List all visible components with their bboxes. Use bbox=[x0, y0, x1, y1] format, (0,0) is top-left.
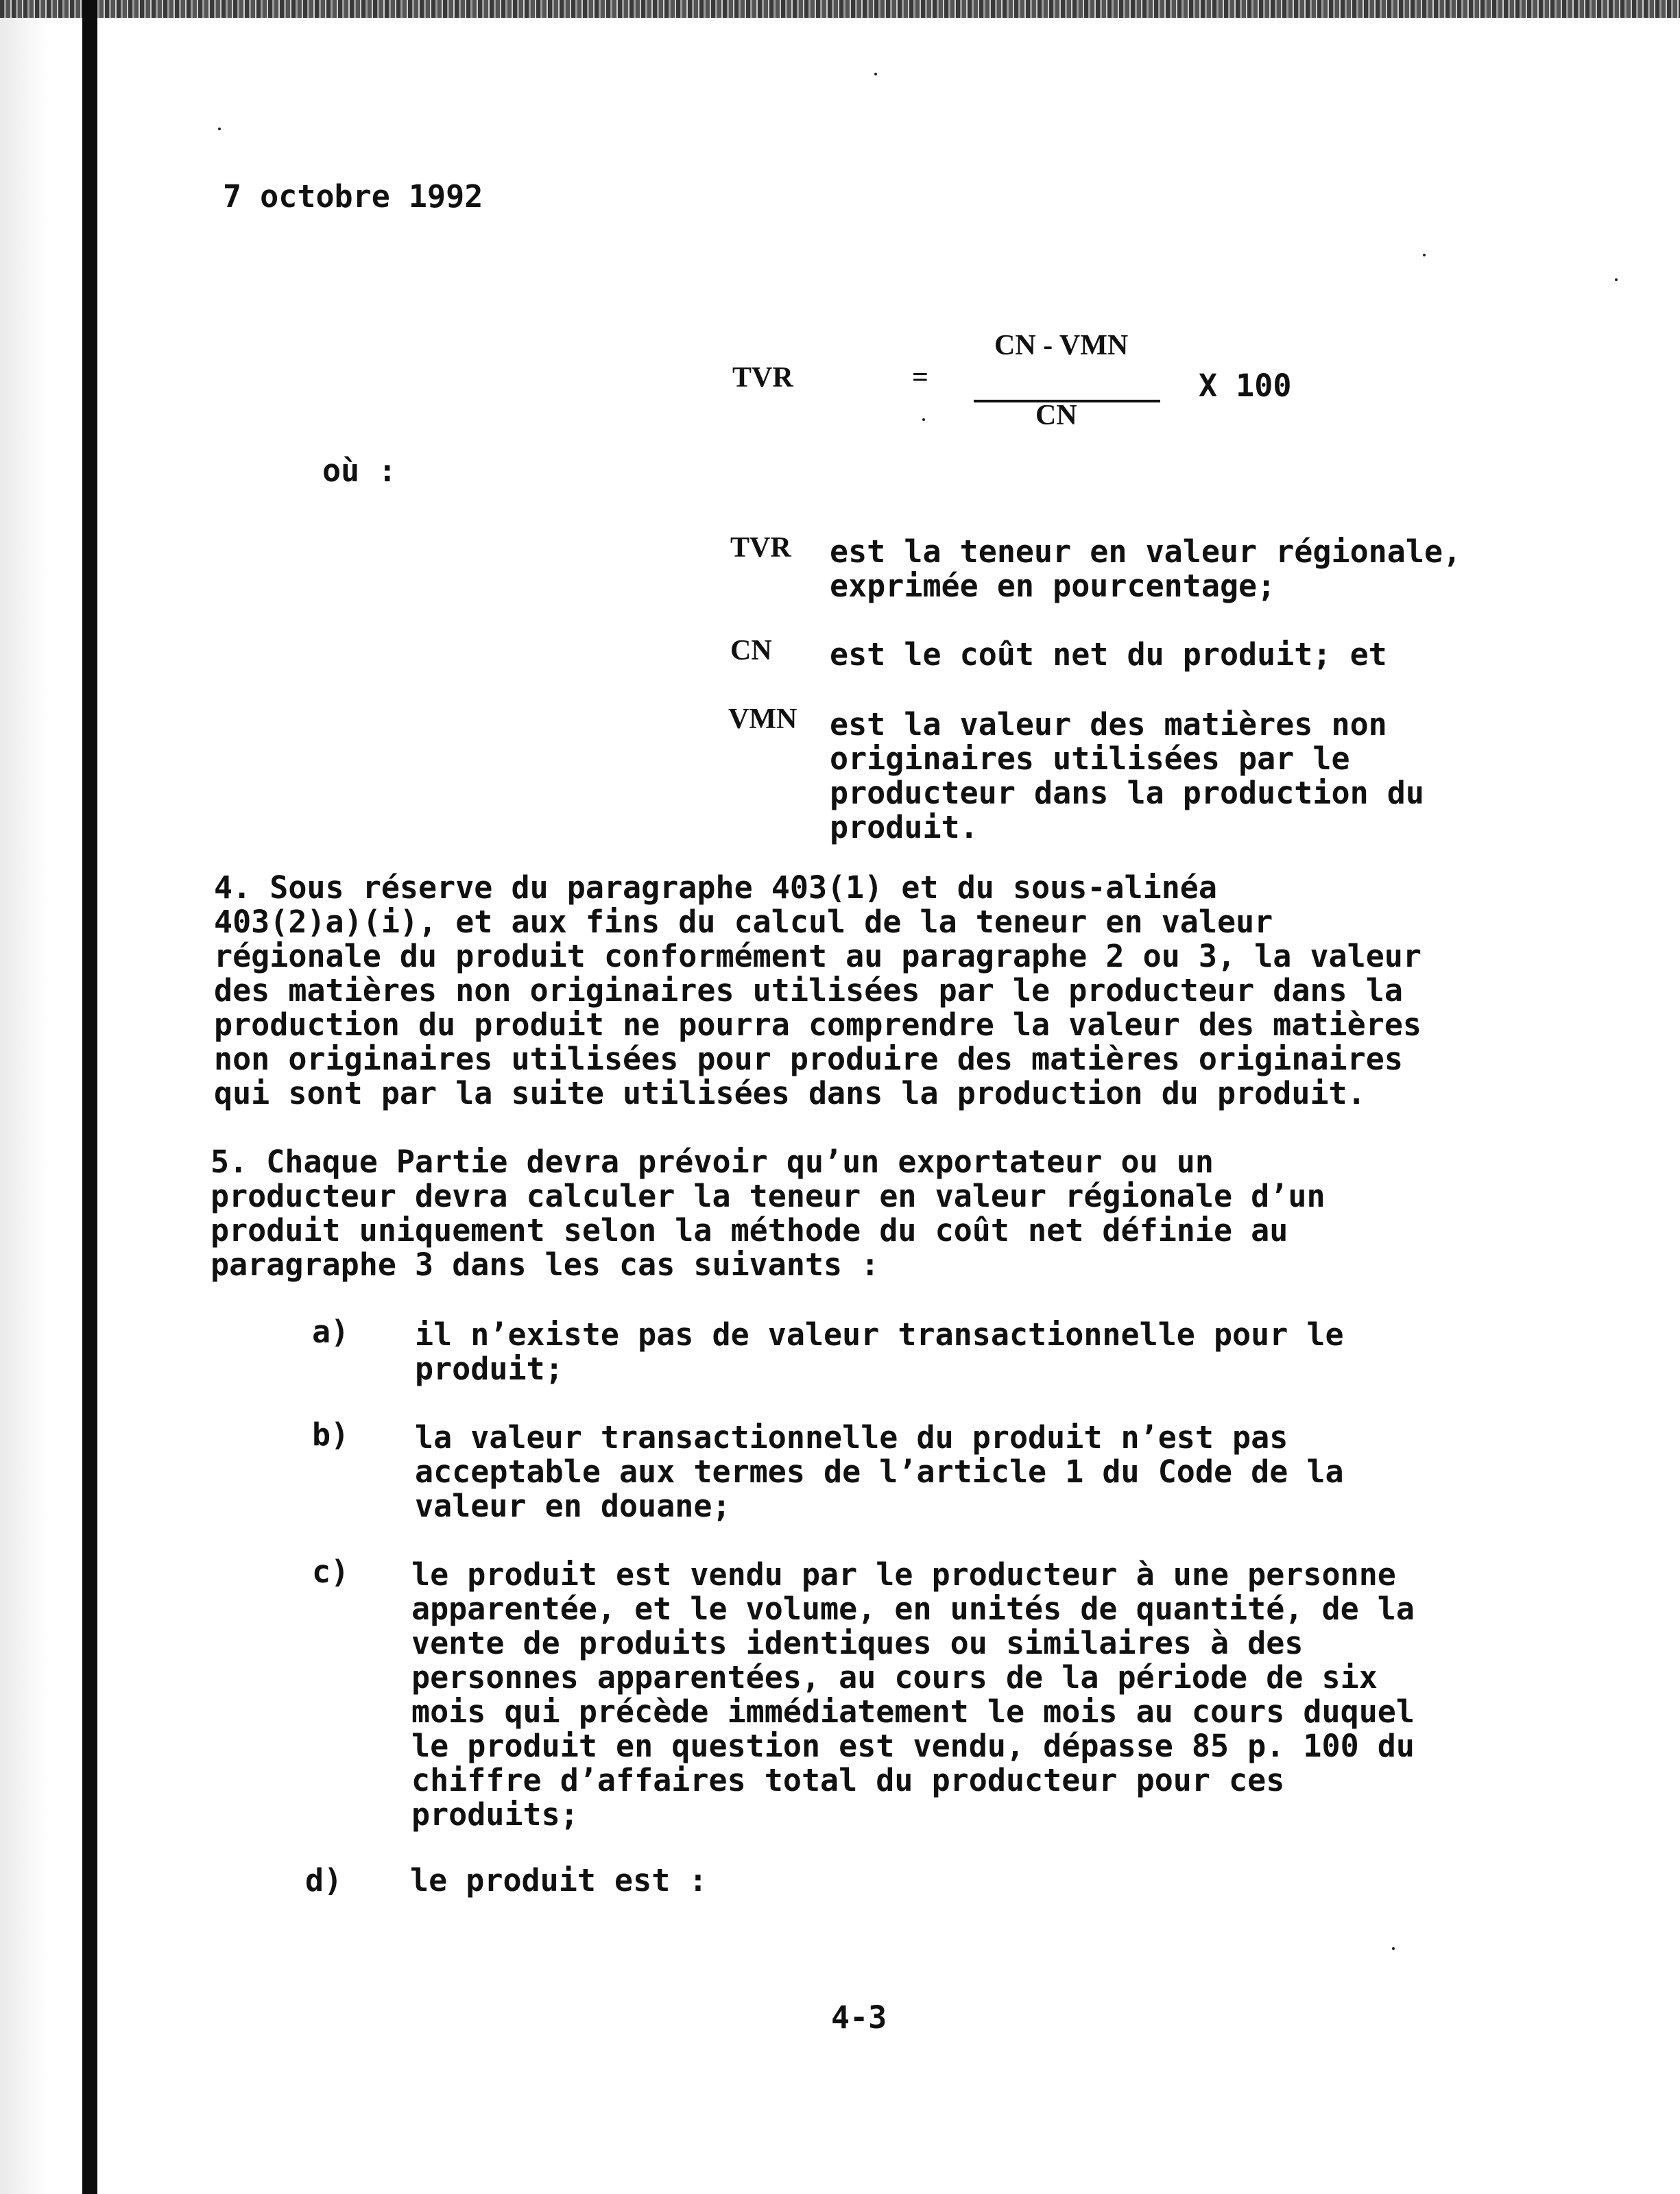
item-line: le produit en question est vendu, dépasse 85 p. 100 du bbox=[411, 1728, 1415, 1764]
item-line: valeur en douane; bbox=[415, 1488, 731, 1524]
item-label: c) bbox=[312, 1554, 350, 1590]
definition-term: CN bbox=[730, 635, 772, 666]
paragraph-line: paragraphe 3 dans les cas suivants : bbox=[211, 1246, 880, 1283]
definition-line: exprimée en pourcentage; bbox=[830, 568, 1276, 604]
paragraph-line: des matières non originaires utilisées par le producteur dans la bbox=[214, 972, 1403, 1009]
formula-equals: = bbox=[912, 362, 928, 394]
item-line: produits; bbox=[411, 1796, 579, 1833]
item-line: la valeur transactionnelle du produit n’est pas bbox=[415, 1419, 1288, 1456]
item-line: acceptable aux termes de l’article 1 du Code de la bbox=[415, 1454, 1344, 1490]
paragraph-line: non originaires utilisées pour produire des matières originaires bbox=[214, 1041, 1403, 1077]
binding-bar bbox=[82, 0, 97, 2194]
scan-top-edge bbox=[0, 0, 1680, 18]
item-text bbox=[415, 1421, 1344, 1523]
item-line: chiffre d’affaires total du producteur pour ces bbox=[411, 1762, 1285, 1798]
definition-line: producteur dans la production du bbox=[830, 775, 1424, 811]
formula-multiplier: X 100 bbox=[1199, 367, 1292, 404]
definition-line: produit. bbox=[830, 809, 979, 845]
formula-numerator: CN - VMN bbox=[994, 330, 1129, 361]
scan-left-margin bbox=[0, 0, 82, 2194]
definition-line: est le coût net du produit; et bbox=[830, 636, 1387, 673]
scan-speck bbox=[874, 73, 877, 75]
paragraph-line: producteur devra calculer la teneur en valeur régionale d’un bbox=[211, 1178, 1325, 1214]
scan-speck bbox=[1615, 278, 1618, 281]
definition-term: TVR bbox=[730, 532, 791, 564]
scan-speck bbox=[922, 418, 925, 421]
definition-text bbox=[830, 535, 1461, 603]
paragraph-line: régionale du produit conformément au paragraphe 2 ou 3, la valeur bbox=[214, 938, 1421, 974]
item-text bbox=[415, 1318, 1344, 1386]
paragraph-line: produit uniquement selon la méthode du coût net définie au bbox=[211, 1212, 1288, 1249]
scan-speck bbox=[218, 128, 221, 130]
document-date: 7 octobre 1992 bbox=[223, 178, 483, 215]
paragraph-4 bbox=[214, 871, 1421, 1111]
scan-speck bbox=[1423, 254, 1426, 256]
item-line: il n’existe pas de valeur transactionnelle pour le bbox=[415, 1316, 1344, 1353]
where-label: où : bbox=[322, 453, 397, 489]
definition-line: originaires utilisées par le bbox=[830, 740, 1350, 777]
definition-term: VMN bbox=[728, 703, 797, 735]
item-line: personnes apparentées, au cours de la période de six bbox=[411, 1659, 1378, 1696]
formula-lhs: TVR bbox=[732, 362, 793, 394]
paragraph-line: 5. Chaque Partie devra prévoir qu’un exportateur ou un bbox=[211, 1144, 1214, 1180]
scan-speck bbox=[1392, 1947, 1395, 1950]
definition-line: est la valeur des matières non bbox=[830, 706, 1387, 743]
page-number: 4-3 bbox=[831, 1999, 887, 2036]
item-line: le produit est : bbox=[410, 1862, 708, 1898]
item-line: le produit est vendu par le producteur à une personne bbox=[411, 1556, 1396, 1593]
paragraph-line: 403(2)a)(i), et aux fins du calcul de la teneur en valeur bbox=[214, 904, 1273, 940]
paragraph-line: qui sont par la suite utilisées dans la production du produit. bbox=[214, 1075, 1366, 1111]
paragraph-line: production du produit ne pourra comprendre la valeur des matières bbox=[214, 1006, 1421, 1043]
item-label: b) bbox=[312, 1417, 350, 1453]
item-label: a) bbox=[312, 1314, 350, 1350]
item-line: vente de produits identiques ou similaires à des bbox=[411, 1625, 1304, 1661]
item-text bbox=[411, 1558, 1415, 1832]
definition-text bbox=[830, 708, 1424, 845]
paragraph-line: 4. Sous réserve du paragraphe 403(1) et du sous-alinéa bbox=[214, 869, 1217, 906]
item-line: mois qui précède immédiatement le mois au cours duquel bbox=[411, 1693, 1415, 1730]
item-label: d) bbox=[305, 1862, 343, 1898]
item-line: apparentée, et le volume, en unités de quantité, de la bbox=[411, 1591, 1415, 1627]
item-text bbox=[410, 1864, 707, 1898]
paragraph-5 bbox=[211, 1145, 1325, 1282]
definition-text bbox=[830, 638, 1387, 672]
item-line: produit; bbox=[415, 1351, 564, 1387]
formula-denominator: CN bbox=[1035, 400, 1077, 431]
definition-line: est la teneur en valeur régionale, bbox=[830, 533, 1462, 570]
